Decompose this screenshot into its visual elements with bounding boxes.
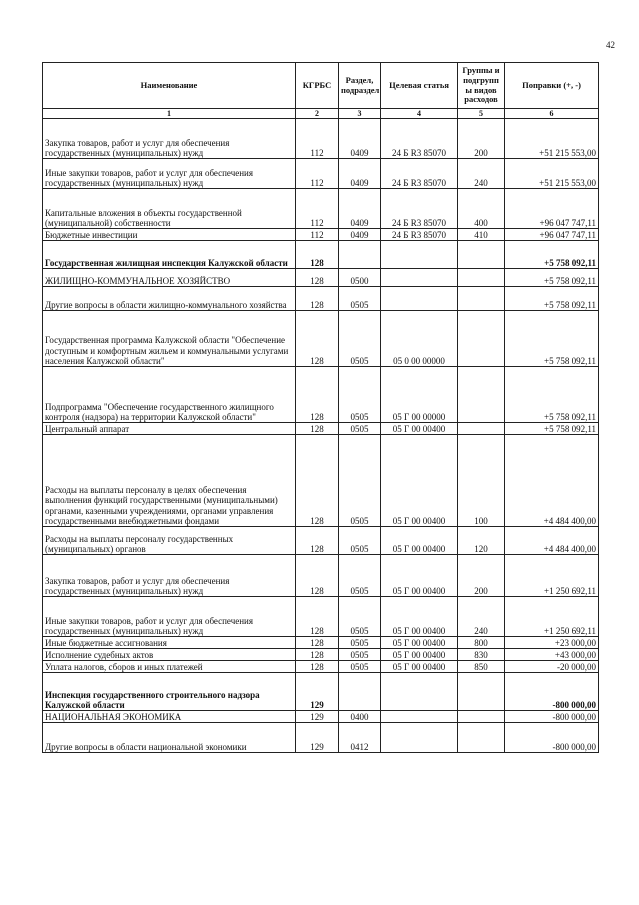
table-row bbox=[43, 229, 599, 241]
cell-group: 240 bbox=[458, 159, 505, 189]
cell-kgrbs: 112 bbox=[296, 189, 339, 229]
cell-amend: +4 484 400,00 bbox=[505, 527, 599, 555]
cell-section: 0505 bbox=[339, 423, 381, 435]
cell-group bbox=[458, 311, 505, 367]
header-target: Целевая статья bbox=[381, 63, 458, 109]
cell-name: Другие вопросы в области национальной экономики bbox=[43, 723, 296, 753]
cell-amend: +5 758 092,11 bbox=[505, 311, 599, 367]
table-row bbox=[43, 311, 599, 367]
table-row bbox=[43, 711, 599, 723]
cell-name: Закупка товаров, работ и услуг для обеспечения государственных (муниципальных) нужд bbox=[43, 555, 296, 597]
cell-group: 830 bbox=[458, 649, 505, 661]
cell-section: 0505 bbox=[339, 637, 381, 649]
table-row bbox=[43, 649, 599, 661]
cell-amend: +51 215 553,00 bbox=[505, 159, 599, 189]
cell-amend: -800 000,00 bbox=[505, 723, 599, 753]
cell-amend: -20 000,00 bbox=[505, 661, 599, 673]
cell-section: 0409 bbox=[339, 229, 381, 241]
cell-kgrbs: 112 bbox=[296, 229, 339, 241]
cell-group bbox=[458, 269, 505, 287]
cell-target: 05 Г 00 00400 bbox=[381, 423, 458, 435]
cell-kgrbs: 128 bbox=[296, 649, 339, 661]
cell-section: 0505 bbox=[339, 527, 381, 555]
cell-section: 0409 bbox=[339, 159, 381, 189]
cell-target bbox=[381, 287, 458, 311]
table-row bbox=[43, 241, 599, 269]
cell-kgrbs: 129 bbox=[296, 711, 339, 723]
column-number: 2 bbox=[296, 109, 339, 119]
cell-section: 0505 bbox=[339, 661, 381, 673]
cell-group bbox=[458, 287, 505, 311]
cell-kgrbs: 128 bbox=[296, 423, 339, 435]
cell-kgrbs: 112 bbox=[296, 119, 339, 159]
cell-target: 24 Б R3 85070 bbox=[381, 159, 458, 189]
cell-name: Центральный аппарат bbox=[43, 423, 296, 435]
cell-group: 800 bbox=[458, 637, 505, 649]
cell-name: Иные бюджетные ассигнования bbox=[43, 637, 296, 649]
table-row bbox=[43, 423, 599, 435]
cell-name: Иные закупки товаров, работ и услуг для обеспечения государственных (муниципальных) нужд bbox=[43, 159, 296, 189]
cell-group bbox=[458, 711, 505, 723]
cell-target: 05 Г 00 00400 bbox=[381, 555, 458, 597]
cell-group: 100 bbox=[458, 435, 505, 527]
header-name: Наименование bbox=[43, 63, 296, 109]
column-number-row bbox=[43, 109, 599, 119]
cell-section: 0409 bbox=[339, 189, 381, 229]
cell-group: 400 bbox=[458, 189, 505, 229]
cell-section: 0505 bbox=[339, 555, 381, 597]
cell-target bbox=[381, 711, 458, 723]
cell-target: 24 Б R3 85070 bbox=[381, 189, 458, 229]
cell-target bbox=[381, 723, 458, 753]
cell-group: 850 bbox=[458, 661, 505, 673]
cell-name: Бюджетные инвестиции bbox=[43, 229, 296, 241]
cell-amend: +96 047 747,11 bbox=[505, 229, 599, 241]
cell-amend: +5 758 092,11 bbox=[505, 241, 599, 269]
table-row bbox=[43, 661, 599, 673]
budget-amendments-table bbox=[42, 62, 599, 753]
cell-section: 0505 bbox=[339, 597, 381, 637]
table-row bbox=[43, 637, 599, 649]
cell-target: 05 Г 00 00400 bbox=[381, 661, 458, 673]
cell-group bbox=[458, 423, 505, 435]
cell-target bbox=[381, 269, 458, 287]
cell-section: 0505 bbox=[339, 287, 381, 311]
cell-group: 200 bbox=[458, 119, 505, 159]
cell-kgrbs: 128 bbox=[296, 241, 339, 269]
cell-section: 0400 bbox=[339, 711, 381, 723]
cell-target: 24 Б R3 85070 bbox=[381, 229, 458, 241]
cell-name: НАЦИОНАЛЬНАЯ ЭКОНОМИКА bbox=[43, 711, 296, 723]
cell-target: 05 Г 00 00400 bbox=[381, 435, 458, 527]
cell-name: Расходы на выплаты персоналу в целях обеспечения выполнения функций государственными (муниципальными) органами, казенными учреждениями, органами управления государственными внебюджетными фондами bbox=[43, 435, 296, 527]
header-amendments: Поправки (+, -) bbox=[505, 63, 599, 109]
cell-target: 05 Г 00 00400 bbox=[381, 597, 458, 637]
cell-section: 0505 bbox=[339, 435, 381, 527]
cell-group bbox=[458, 723, 505, 753]
cell-target: 05 Г 00 00400 bbox=[381, 649, 458, 661]
header-section: Раздел, подраздел bbox=[339, 63, 381, 109]
cell-section bbox=[339, 673, 381, 711]
cell-section: 0500 bbox=[339, 269, 381, 287]
page-number: 42 bbox=[606, 40, 615, 50]
cell-amend: +5 758 092,11 bbox=[505, 287, 599, 311]
header-groups: Группы и подгрупп ы видов расходов bbox=[458, 63, 505, 109]
cell-section: 0505 bbox=[339, 649, 381, 661]
cell-group: 120 bbox=[458, 527, 505, 555]
cell-amend: +43 000,00 bbox=[505, 649, 599, 661]
column-number: 5 bbox=[458, 109, 505, 119]
cell-target: 05 Г 00 00400 bbox=[381, 527, 458, 555]
cell-target: 05 Г 00 00400 bbox=[381, 637, 458, 649]
cell-group: 240 bbox=[458, 597, 505, 637]
cell-name: Исполнение судебных актов bbox=[43, 649, 296, 661]
cell-kgrbs: 128 bbox=[296, 435, 339, 527]
cell-group bbox=[458, 673, 505, 711]
header-row bbox=[43, 63, 599, 109]
cell-target: 24 Б R3 85070 bbox=[381, 119, 458, 159]
cell-kgrbs: 128 bbox=[296, 269, 339, 287]
cell-name: Другие вопросы в области жилищно-коммунального хозяйства bbox=[43, 287, 296, 311]
cell-name: Иные закупки товаров, работ и услуг для обеспечения государственных (муниципальных) нужд bbox=[43, 597, 296, 637]
cell-kgrbs: 128 bbox=[296, 597, 339, 637]
cell-kgrbs: 129 bbox=[296, 673, 339, 711]
cell-amend: +5 758 092,11 bbox=[505, 269, 599, 287]
cell-target: 05 Г 00 00000 bbox=[381, 367, 458, 423]
cell-target bbox=[381, 673, 458, 711]
cell-amend: -800 000,00 bbox=[505, 711, 599, 723]
cell-section bbox=[339, 241, 381, 269]
cell-amend: +1 250 692,11 bbox=[505, 555, 599, 597]
cell-kgrbs: 128 bbox=[296, 661, 339, 673]
table-row bbox=[43, 119, 599, 159]
table-row bbox=[43, 723, 599, 753]
cell-kgrbs: 128 bbox=[296, 311, 339, 367]
cell-amend: +23 000,00 bbox=[505, 637, 599, 649]
cell-kgrbs: 128 bbox=[296, 527, 339, 555]
cell-amend: +4 484 400,00 bbox=[505, 435, 599, 527]
column-number: 6 bbox=[505, 109, 599, 119]
cell-kgrbs: 128 bbox=[296, 637, 339, 649]
column-number: 4 bbox=[381, 109, 458, 119]
cell-name: Расходы на выплаты персоналу государственных (муниципальных) органов bbox=[43, 527, 296, 555]
cell-section: 0505 bbox=[339, 311, 381, 367]
table-row bbox=[43, 159, 599, 189]
cell-name: Уплата налогов, сборов и иных платежей bbox=[43, 661, 296, 673]
cell-name: Государственная программа Калужской области "Обеспечение доступным и комфортным жильем и коммунальными услугами населения Калужской области" bbox=[43, 311, 296, 367]
cell-name: Закупка товаров, работ и услуг для обеспечения государственных (муниципальных) нужд bbox=[43, 119, 296, 159]
cell-kgrbs: 128 bbox=[296, 367, 339, 423]
cell-kgrbs: 128 bbox=[296, 555, 339, 597]
cell-kgrbs: 112 bbox=[296, 159, 339, 189]
cell-amend: +1 250 692,11 bbox=[505, 597, 599, 637]
cell-target: 05 0 00 00000 bbox=[381, 311, 458, 367]
table-row bbox=[43, 287, 599, 311]
cell-name: Капитальные вложения в объекты государственной (муниципальной) собственности bbox=[43, 189, 296, 229]
cell-section: 0505 bbox=[339, 367, 381, 423]
cell-kgrbs: 129 bbox=[296, 723, 339, 753]
cell-target bbox=[381, 241, 458, 269]
table-row bbox=[43, 555, 599, 597]
cell-section: 0412 bbox=[339, 723, 381, 753]
cell-amend: +96 047 747,11 bbox=[505, 189, 599, 229]
table-row bbox=[43, 435, 599, 527]
cell-amend: +5 758 092,11 bbox=[505, 423, 599, 435]
cell-name: Подпрограмма "Обеспечение государственного жилищного контроля (надзора) на территории Калужской области" bbox=[43, 367, 296, 423]
table-row bbox=[43, 367, 599, 423]
table-row bbox=[43, 673, 599, 711]
cell-name: Инспекция государственного строительного надзора Калужской области bbox=[43, 673, 296, 711]
cell-group bbox=[458, 367, 505, 423]
table-row bbox=[43, 597, 599, 637]
cell-name: Государственная жилищная инспекция Калужской области bbox=[43, 241, 296, 269]
cell-amend: +5 758 092,11 bbox=[505, 367, 599, 423]
header-kgrbs: КГРБС bbox=[296, 63, 339, 109]
cell-group: 200 bbox=[458, 555, 505, 597]
cell-group bbox=[458, 241, 505, 269]
cell-group: 410 bbox=[458, 229, 505, 241]
cell-name: ЖИЛИЩНО-КОММУНАЛЬНОЕ ХОЗЯЙСТВО bbox=[43, 269, 296, 287]
table-row bbox=[43, 269, 599, 287]
table-row bbox=[43, 527, 599, 555]
column-number: 3 bbox=[339, 109, 381, 119]
cell-kgrbs: 128 bbox=[296, 287, 339, 311]
cell-section: 0409 bbox=[339, 119, 381, 159]
table-row bbox=[43, 189, 599, 229]
cell-amend: +51 215 553,00 bbox=[505, 119, 599, 159]
cell-amend: -800 000,00 bbox=[505, 673, 599, 711]
column-number: 1 bbox=[43, 109, 296, 119]
